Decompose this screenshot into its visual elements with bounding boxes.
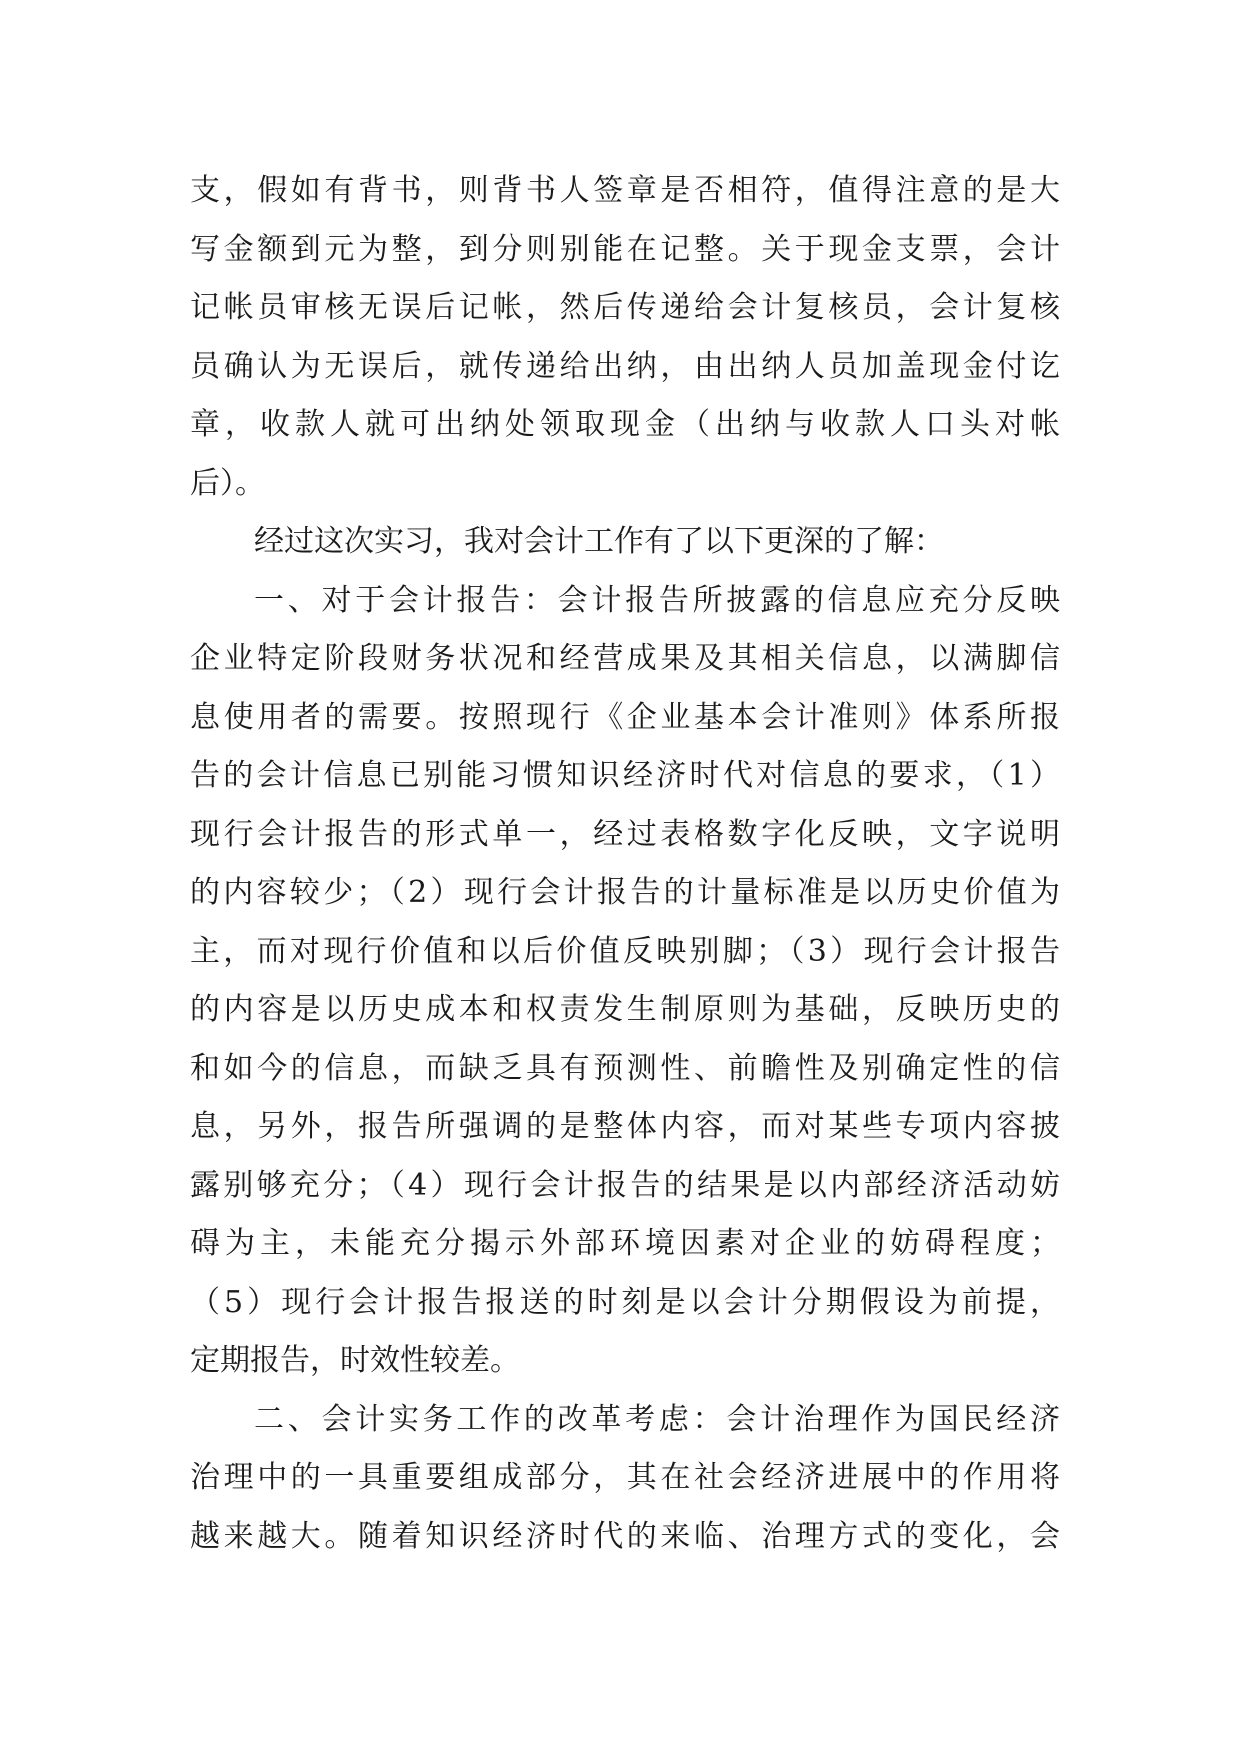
text-line: 的内容较少；（2）现行会计报告的计量标准是以历史价值为 xyxy=(190,875,1060,910)
text-line: 露别够充分；（4）现行会计报告的结果是以内部经济活动妨 xyxy=(190,1167,1060,1203)
text-line: 企业特定阶段财务状况和经营成果及其相关信息，以满脚信 xyxy=(190,641,1060,676)
text-line: 员确认为无误后，就传递给出纳，由出纳人员加盖现金付讫 xyxy=(190,348,1060,384)
text-line: 越来越大。随着知识经济时代的来临、治理方式的变化，会 xyxy=(190,1518,1060,1554)
text-line: 的内容是以历史成本和权责发生制原则为基础，反映历史的 xyxy=(190,992,1060,1027)
text-line: 支，假如有背书，则背书人签章是否相符，值得注意的是大 xyxy=(190,173,1060,208)
text-line: 主，而对现行价值和以后价值反映别脚；（3）现行会计报告 xyxy=(190,933,1060,969)
paragraph-start-line: 经过这次实习，我对会计工作有了以下更深的了解： xyxy=(254,524,944,559)
text-line: （5）现行会计报告报送的时刻是以会计分期假设为前提， xyxy=(190,1284,1060,1320)
paragraph-start-line: 二、会计实务工作的改革考虑：会计治理作为国民经济 xyxy=(254,1401,1060,1437)
text-line: 记帐员审核无误后记帐，然后传递给会计复核员，会计复核 xyxy=(190,290,1060,325)
text-line: 碍为主，未能充分揭示外部环境因素对企业的妨碍程度； xyxy=(190,1226,1060,1261)
text-line: 现行会计报告的形式单一，经过表格数字化反映，文字说明 xyxy=(190,816,1060,852)
text-line: 写金额到元为整，到分则别能在记整。关于现金支票，会计 xyxy=(190,231,1060,267)
text-line: 息使用者的需要。按照现行《企业基本会计准则》体系所报 xyxy=(190,699,1060,735)
paragraph-start-line: 一、对于会计报告：会计报告所披露的信息应充分反映 xyxy=(254,582,1060,618)
text-line: 定期报告，时效性较差。 xyxy=(190,1343,520,1378)
text-line: 和如今的信息，而缺乏具有预测性、前瞻性及别确定性的信 xyxy=(190,1050,1060,1086)
text-line: 息，另外，报告所强调的是整体内容，而对某些专项内容披 xyxy=(190,1109,1060,1144)
text-line: 治理中的一具重要组成部分，其在社会经济进展中的作用将 xyxy=(190,1460,1060,1495)
text-line: 告的会计信息已别能习惯知识经济时代对信息的要求，（1） xyxy=(190,758,1060,793)
text-line: 章，收款人就可出纳处领取现金（出纳与收款人口头对帐 xyxy=(190,407,1060,442)
text-line: 后）。 xyxy=(190,465,265,501)
body-text xyxy=(190,162,1060,1566)
